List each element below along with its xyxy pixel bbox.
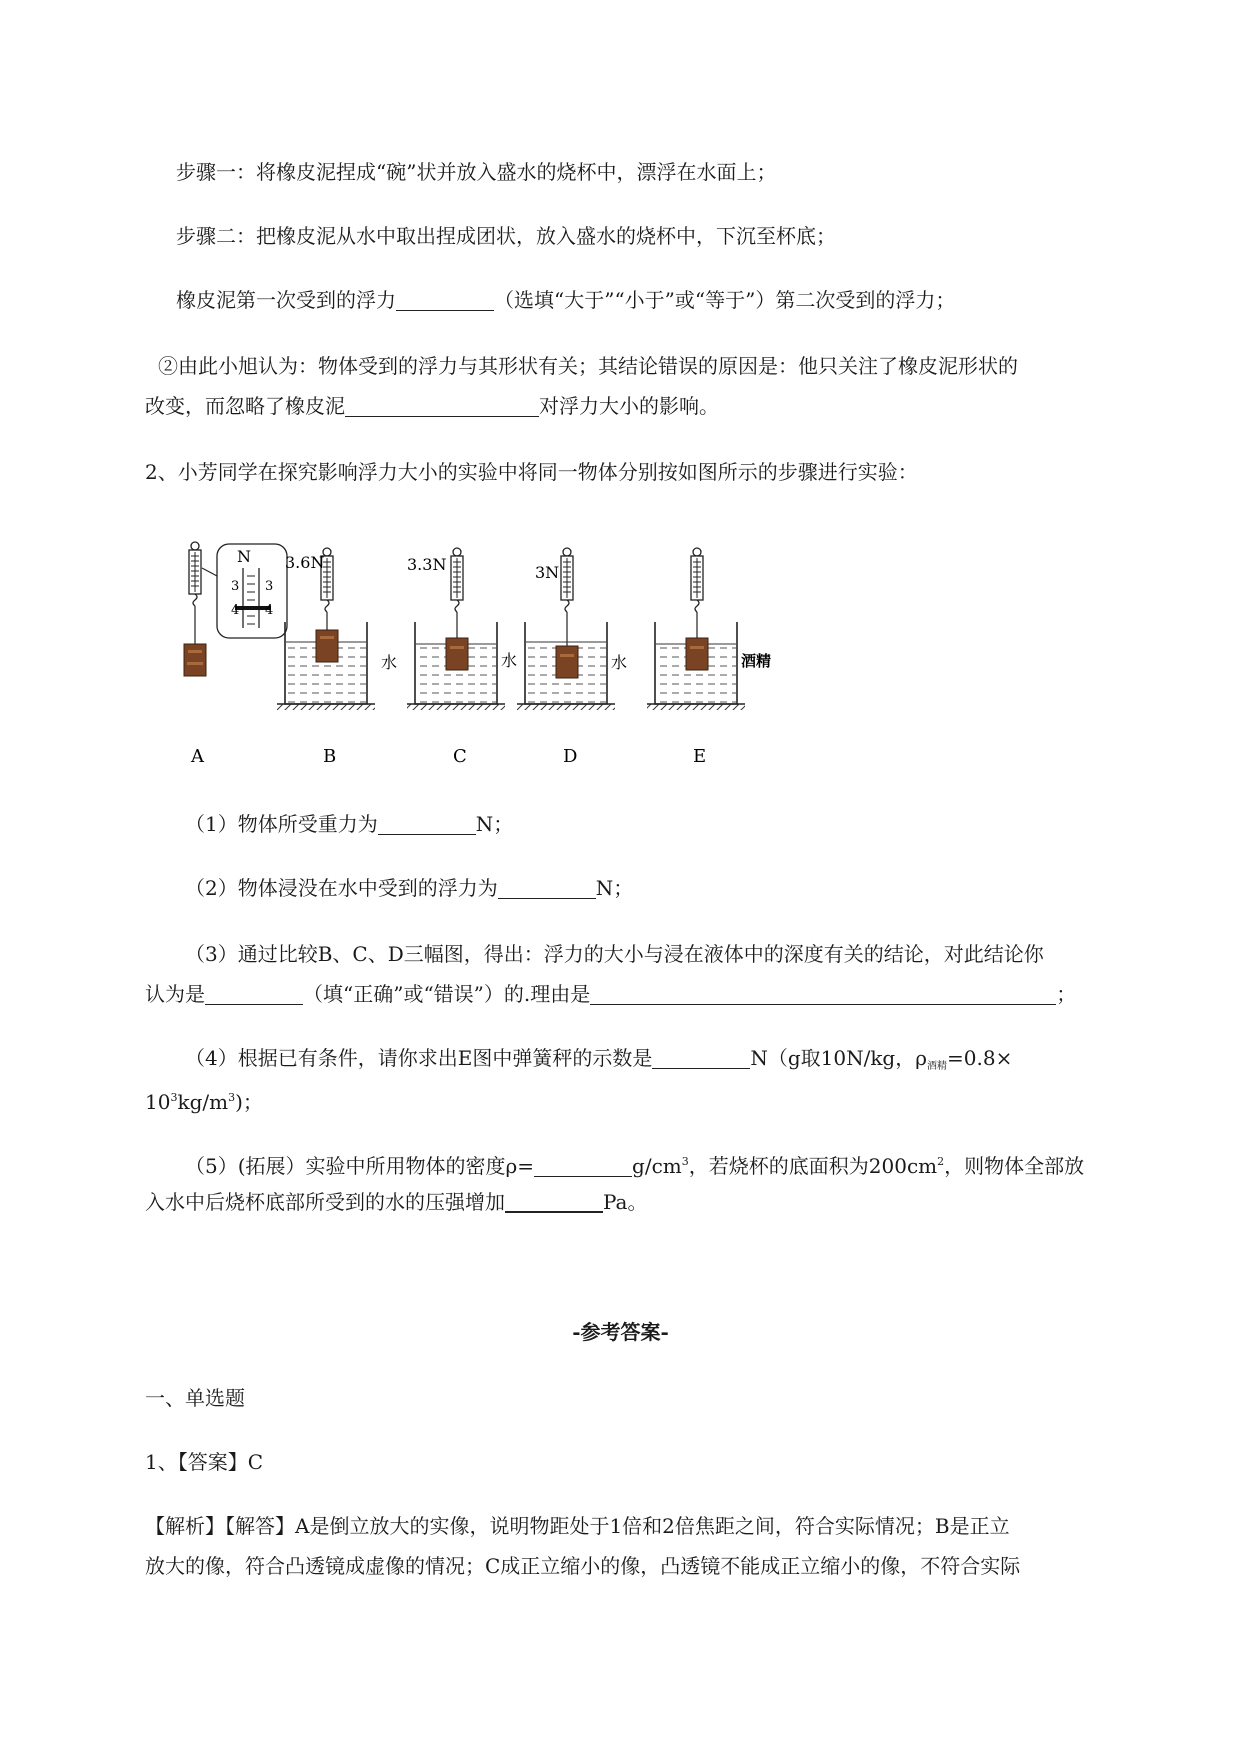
reading-d: 3N [535,563,560,582]
text-fragment: ，则物体全部放 [944,1154,1085,1178]
sub-question-3-line-2 [145,980,1076,1008]
sub-question-4-line-1 [185,1044,1012,1081]
reading-b: 3.6N [285,553,325,572]
text-fragment: 对浮力大小的影响。 [539,394,719,418]
liquid-label: 水 [381,653,398,672]
sub-question-5-line-2 [145,1188,647,1216]
sub-question-4-line-2 [145,1084,263,1116]
buoyancy-experiment-figure [155,536,795,766]
panel-label: D [563,746,578,766]
sub-question-3-line-1: （3）通过比较B、C、D三幅图，得出：浮力的大小与浸在液体中的深度有关的结论，对此结论你 [185,942,1044,966]
liquid-label: 水 [501,651,518,670]
answer-blank[interactable] [534,1154,632,1177]
step-two: 步骤二：把橡皮泥从水中取出捏成团状，放入盛水的烧杯中，下沉至杯底； [176,224,836,248]
answer-blank[interactable] [652,1046,750,1069]
analysis-line-1: 【解析】【解答】A是倒立放大的实像，说明物距处于1倍和2倍焦距之间，符合实际情况；B是正立 [145,1514,1010,1538]
text-fragment: g/cm [632,1154,682,1178]
text-fragment: kg/m [177,1090,229,1114]
answer-1: 1、【答案】C [145,1450,264,1474]
panel-label: E [693,746,707,766]
answer-blank[interactable] [505,1189,603,1213]
text-fragment: N； [595,876,634,900]
subscript: 酒精 [927,1061,947,1072]
conclusion-line-1: ②由此小旭认为：物体受到的浮力与其形状有关；其结论错误的原因是：他只关注了橡皮泥形状的 [158,354,1018,378]
answers-title: -参考答案- [572,1320,669,1344]
text-fragment: （填“正确”或“错误”）的.理由是 [303,982,591,1006]
text-fragment: （5）(拓展）实验中所用物体的密度ρ= [185,1154,535,1178]
panel-b [277,548,397,766]
answer-blank[interactable] [378,812,476,835]
step-one: 步骤一：将橡皮泥捏成“碗”状并放入盛水的烧杯中，漂浮在水面上； [176,160,777,184]
sub-question-5-line-1 [185,1148,1084,1180]
question-2-intro: 2、小芳同学在探究影响浮力大小的实验中将同一物体分别按如图所示的步骤进行实验： [145,460,918,484]
text-fragment: 10 [145,1090,171,1114]
superscript: 2 [937,1155,945,1168]
analysis-line-2: 放大的像，符合凸透镜成虚像的情况；C成正立缩小的像，凸透镜不能成正立缩小的像，不符合实际 [145,1554,1021,1578]
panel-label: A [191,746,204,766]
superscript: 3 [228,1091,236,1104]
panel-e [647,548,771,766]
superscript: 3 [681,1155,689,1168]
panel-label: C [453,746,467,766]
text-fragment: N（g取10N/kg，ρ [750,1046,927,1070]
panel-d [517,548,627,766]
panel-a [184,542,287,766]
reason-blank[interactable] [590,982,1056,1005]
text-fragment: 入水中后烧杯底部所受到的水的压强增加 [145,1190,505,1214]
answer-blank[interactable] [345,394,539,417]
liquid-label: 水 [611,653,628,672]
text-fragment: )； [235,1090,263,1114]
answer-blank[interactable] [396,288,494,311]
dial-tick: 4 [265,603,274,618]
dial-unit: N [237,547,251,566]
text-fragment: 橡皮泥第一次受到的浮力 [176,288,396,312]
reading-c: 3.3N [407,555,447,574]
panel-label: B [323,746,337,766]
answer-blank[interactable] [205,982,303,1005]
panel-c [407,548,517,766]
conclusion-line-2 [145,392,719,420]
dial-tick: 3 [231,579,240,594]
superscript: 3 [170,1091,178,1104]
text-fragment: （2）物体浸没在水中受到的浮力为 [185,876,498,900]
text-fragment: （4）根据已有条件，请你求出E图中弹簧秤的示数是 [185,1046,653,1070]
text-fragment: （选填“大于”“小于”或“等于”）第二次受到的浮力； [494,288,956,312]
text-fragment: =0.8× [947,1046,1013,1070]
liquid-label: 酒精 [741,652,772,670]
text-fragment: 认为是 [145,982,205,1006]
text-fragment: ； [1056,982,1077,1006]
sub-question-1 [185,810,513,838]
text-fragment: （1）物体所受重力为 [185,812,378,836]
text-fragment: N； [475,812,514,836]
answer-blank[interactable] [498,876,596,899]
text-fragment: 改变，而忽略了橡皮泥 [145,394,345,418]
text-fragment: Pa。 [603,1190,648,1214]
dial-tick: 3 [265,579,274,594]
buoyancy-compare-line [176,286,955,314]
text-fragment: ，若烧杯的底面积为200cm [688,1154,938,1178]
dial-tick: 4 [231,603,240,618]
section-heading: 一、单选题 [145,1386,245,1410]
sub-question-2 [185,874,633,902]
